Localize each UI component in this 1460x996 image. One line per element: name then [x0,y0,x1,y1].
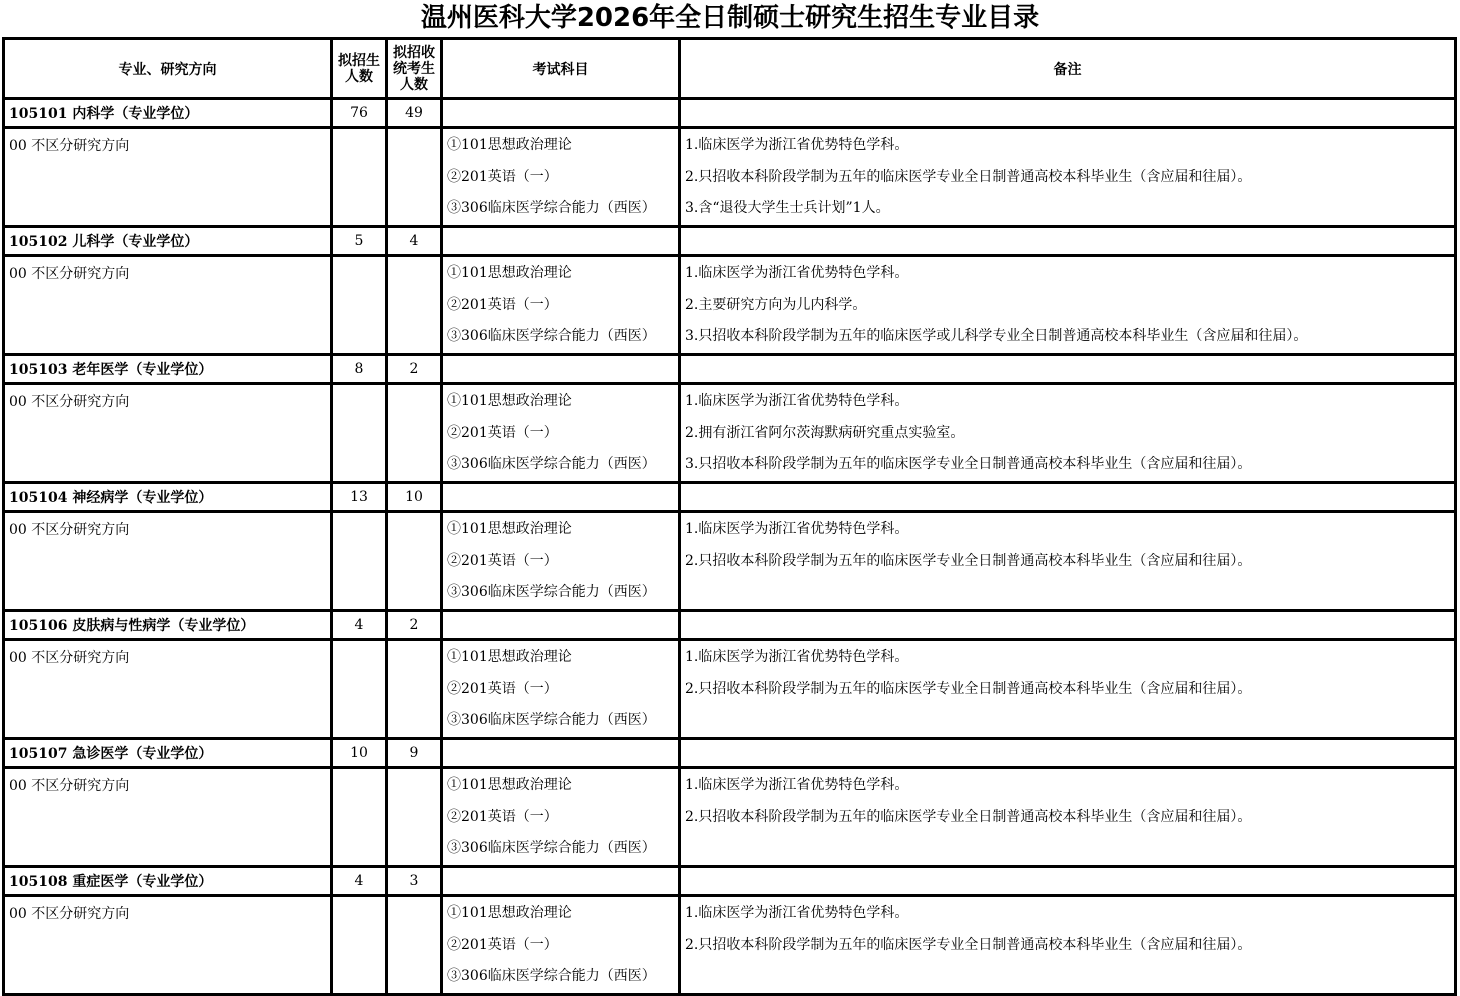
empty-cell [680,611,1456,640]
note-line: 2.拥有浙江省阿尔茨海默病研究重点实验室。 [685,424,965,441]
research-direction: 00 不区分研究方向 [4,896,332,995]
exam-subject: ②201英语（一） [447,424,558,441]
empty-cell [680,99,1456,128]
notes-cell [680,640,1456,739]
research-direction: 00 不区分研究方向 [4,256,332,355]
planned-count: 5 [332,227,387,256]
empty-cell [332,896,387,995]
major-row [4,867,1456,896]
empty-cell [680,355,1456,384]
notes-cell [680,256,1456,355]
exam-subject: ③306临床医学综合能力（西医） [447,200,656,216]
exam-subjects-cell [442,128,680,227]
major-row [4,483,1456,512]
exam-subjects-cell [442,640,680,739]
empty-cell [387,768,442,867]
direction-row [4,640,1456,739]
empty-cell [387,896,442,995]
planned-count: 13 [332,483,387,512]
note-line: 1.临床医学为浙江省优势特色学科。 [685,521,909,537]
exam-subject: ③306临床医学综合能力（西医） [447,712,656,728]
research-direction: 00 不区分研究方向 [4,128,332,227]
exam-subject: ③306临床医学综合能力（西医） [447,584,656,600]
header-planned: 拟招生人数 [332,39,387,99]
empty-cell [387,384,442,483]
major-row [4,99,1456,128]
direction-row [4,384,1456,483]
exam-subject: ②201英语（一） [447,296,558,313]
empty-cell [442,867,680,896]
exam-subjects-cell [442,768,680,867]
major-name: 105101 内科学（专业学位） [4,99,332,128]
note-line: 1.临床医学为浙江省优势特色学科。 [685,265,909,281]
notes-cell [680,512,1456,611]
empty-cell [680,739,1456,768]
exempt-count: 9 [387,739,442,768]
exempt-count: 3 [387,867,442,896]
empty-cell [332,768,387,867]
empty-cell [442,739,680,768]
exempt-count: 49 [387,99,442,128]
research-direction: 00 不区分研究方向 [4,768,332,867]
empty-cell [442,355,680,384]
major-name: 105106 皮肤病与性病学（专业学位） [4,611,332,640]
empty-cell [332,384,387,483]
exam-subject: ①101思想政治理论 [447,137,572,153]
major-row [4,611,1456,640]
empty-cell [387,256,442,355]
empty-cell [442,483,680,512]
note-line: 2.只招收本科阶段学制为五年的临床医学专业全日制普通高校本科毕业生（含应届和往届）。 [685,680,1252,697]
table-body [4,99,1456,995]
catalog-table [2,37,1457,996]
major-name: 105102 儿科学（专业学位） [4,227,332,256]
empty-cell [387,512,442,611]
note-line: 3.含“退役大学生士兵计划”1人。 [685,200,890,216]
major-name: 105107 急诊医学（专业学位） [4,739,332,768]
exam-subject: ③306临床医学综合能力（西医） [447,968,656,984]
exam-subject: ①101思想政治理论 [447,649,572,665]
planned-count: 10 [332,739,387,768]
page-title: 温州医科大学2026年全日制硕士研究生招生专业目录 [420,3,1040,33]
major-name: 105108 重症医学（专业学位） [4,867,332,896]
exam-subject: ②201英语（一） [447,680,558,697]
header-row [4,39,1456,99]
direction-row [4,256,1456,355]
note-line: 1.临床医学为浙江省优势特色学科。 [685,905,909,921]
direction-row [4,896,1456,995]
exam-subject: ①101思想政治理论 [447,777,572,793]
empty-cell [332,512,387,611]
empty-cell [442,611,680,640]
empty-cell [332,256,387,355]
empty-cell [387,128,442,227]
exam-subject: ①101思想政治理论 [447,265,572,281]
empty-cell [680,867,1456,896]
empty-cell [442,99,680,128]
note-line: 2.只招收本科阶段学制为五年的临床医学专业全日制普通高校本科毕业生（含应届和往届）。 [685,168,1252,185]
empty-cell [387,640,442,739]
exam-subject: ③306临床医学综合能力（西医） [447,840,656,856]
note-line: 1.临床医学为浙江省优势特色学科。 [685,649,909,665]
direction-row [4,512,1456,611]
header-notes: 备注 [680,39,1456,99]
empty-cell [332,128,387,227]
exam-subject: ②201英语（一） [447,808,558,825]
planned-count: 76 [332,99,387,128]
note-line: 1.临床医学为浙江省优势特色学科。 [685,137,909,153]
note-line: 1.临床医学为浙江省优势特色学科。 [685,393,909,409]
exam-subjects-cell [442,256,680,355]
note-line: 2.只招收本科阶段学制为五年的临床医学专业全日制普通高校本科毕业生（含应届和往届）。 [685,936,1252,953]
research-direction: 00 不区分研究方向 [4,640,332,739]
exam-subject: ③306临床医学综合能力（西医） [447,328,656,344]
empty-cell [680,227,1456,256]
research-direction: 00 不区分研究方向 [4,512,332,611]
empty-cell [442,227,680,256]
note-line: 3.只招收本科阶段学制为五年的临床医学或儿科学专业全日制普通高校本科毕业生（含应届和往届）。 [685,328,1308,344]
header-exempt: 拟招收统考生人数 [387,39,442,99]
notes-cell [680,768,1456,867]
header-major: 专业、研究方向 [4,39,332,99]
note-line: 2.只招收本科阶段学制为五年的临床医学专业全日制普通高校本科毕业生（含应届和往届）。 [685,808,1252,825]
exam-subject: ③306临床医学综合能力（西医） [447,456,656,472]
exam-subject: ①101思想政治理论 [447,905,572,921]
research-direction: 00 不区分研究方向 [4,384,332,483]
planned-count: 4 [332,611,387,640]
notes-cell [680,896,1456,995]
direction-row [4,128,1456,227]
exam-subject: ①101思想政治理论 [447,393,572,409]
note-line: 1.临床医学为浙江省优势特色学科。 [685,777,909,793]
header-subjects: 考试科目 [442,39,680,99]
exam-subject: ②201英语（一） [447,936,558,953]
major-name: 105104 神经病学（专业学位） [4,483,332,512]
exempt-count: 2 [387,611,442,640]
major-row [4,227,1456,256]
exam-subjects-cell [442,384,680,483]
major-row [4,355,1456,384]
direction-row [4,768,1456,867]
exam-subject: ②201英语（一） [447,552,558,569]
planned-count: 4 [332,867,387,896]
exam-subject: ②201英语（一） [447,168,558,185]
note-line: 3.只招收本科阶段学制为五年的临床医学专业全日制普通高校本科毕业生（含应届和往届）。 [685,456,1252,472]
empty-cell [680,483,1456,512]
exam-subject: ①101思想政治理论 [447,521,572,537]
note-line: 2.只招收本科阶段学制为五年的临床医学专业全日制普通高校本科毕业生（含应届和往届）。 [685,552,1252,569]
note-line: 2.主要研究方向为儿内科学。 [685,296,867,313]
exam-subjects-cell [442,896,680,995]
notes-cell [680,384,1456,483]
notes-cell [680,128,1456,227]
exam-subjects-cell [442,512,680,611]
major-row [4,739,1456,768]
major-name: 105103 老年医学（专业学位） [4,355,332,384]
exempt-count: 10 [387,483,442,512]
planned-count: 8 [332,355,387,384]
exempt-count: 2 [387,355,442,384]
empty-cell [332,640,387,739]
exempt-count: 4 [387,227,442,256]
